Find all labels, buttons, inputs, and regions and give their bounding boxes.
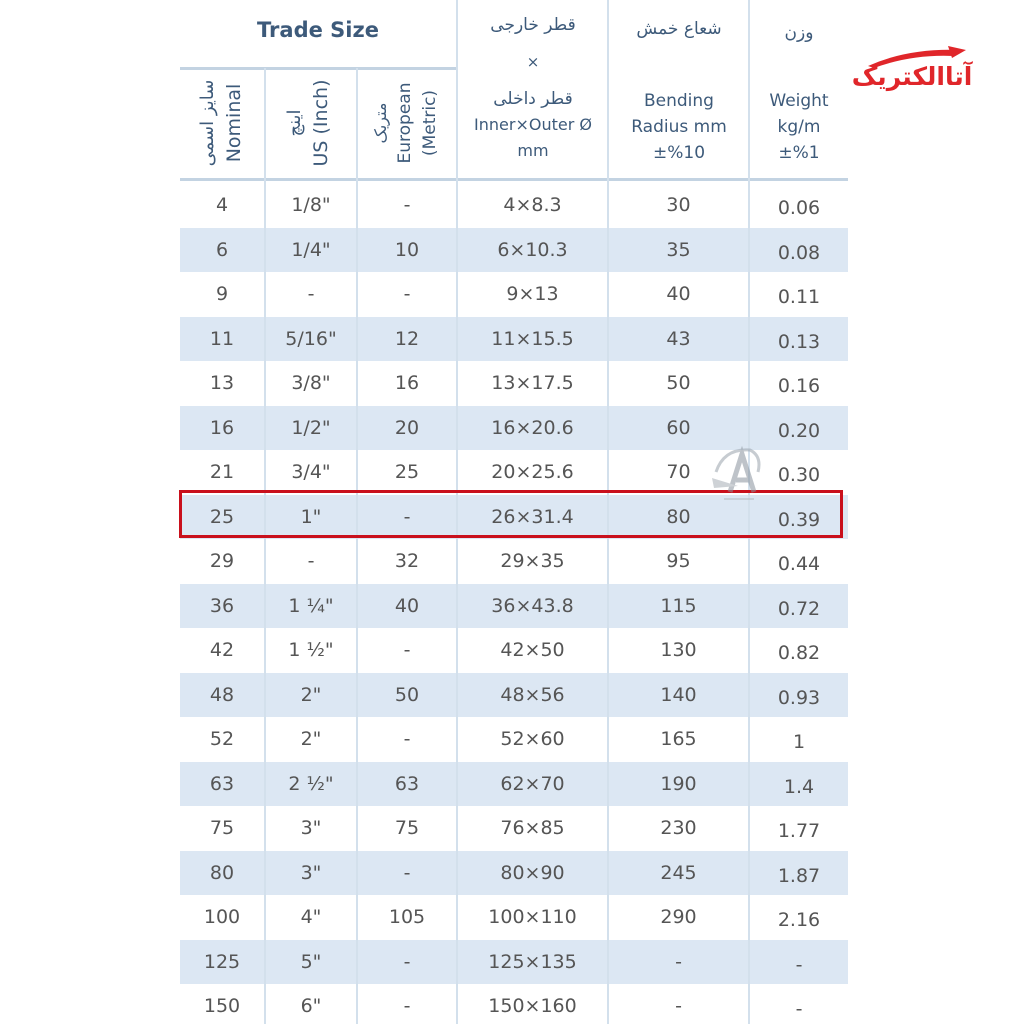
weight-cell: 2.16 xyxy=(777,909,821,931)
diameter-cell: 62×70 xyxy=(500,772,565,795)
european-cell: - xyxy=(403,639,411,661)
nominal-cell: 13 xyxy=(209,372,235,394)
diameter-header-en2: mm xyxy=(517,141,549,160)
us-inch-cell: 2 ½" xyxy=(288,772,334,795)
bending-cell: 50 xyxy=(666,372,691,394)
european-cell: - xyxy=(403,283,411,305)
european-cell: 40 xyxy=(394,594,420,617)
us-inch-cell: 1/8" xyxy=(291,194,331,216)
weight-header xyxy=(750,18,848,166)
weight-cell: - xyxy=(795,953,803,976)
logo-text: آتاالکتریک xyxy=(851,62,973,91)
european-cell: - xyxy=(403,505,411,528)
us-inch-cell: 2" xyxy=(300,728,322,750)
diameter-cell: 6×10.3 xyxy=(497,238,568,261)
nominal-cell: 100 xyxy=(203,906,241,928)
bending-cell: 230 xyxy=(660,817,697,839)
diameter-cell: 20×25.6 xyxy=(491,461,574,483)
nominal-cell: 11 xyxy=(209,327,235,350)
weight-header-en1: Weight xyxy=(769,91,829,111)
us-inch-cell: 1" xyxy=(300,505,322,528)
weight-cell: 1 xyxy=(792,731,806,753)
nominal-cell: 16 xyxy=(209,416,235,439)
bending-cell: 115 xyxy=(660,594,697,617)
us-inch-cell: 2" xyxy=(300,683,322,706)
weight-cell: 0.16 xyxy=(777,375,821,397)
weight-cell: 1.4 xyxy=(783,775,815,798)
bending-header-en3: ±%10 xyxy=(652,143,706,163)
european-header-en2: (Metric) xyxy=(420,89,440,157)
diameter-header-fa2: قطر داخلی xyxy=(493,89,573,109)
european-cell: 10 xyxy=(394,238,420,261)
diameter-cell: 36×43.8 xyxy=(491,594,574,617)
diameter-cell: 76×85 xyxy=(500,817,565,839)
nominal-cell: 25 xyxy=(209,505,235,528)
nominal-cell: 48 xyxy=(209,683,235,706)
weight-cell: 0.20 xyxy=(777,419,821,442)
european-cell: 25 xyxy=(394,461,420,483)
weight-cell: 0.39 xyxy=(777,508,821,531)
european-cell: 20 xyxy=(394,416,420,439)
weight-cell: 0.93 xyxy=(777,686,821,709)
weight-cell: 0.44 xyxy=(777,553,821,575)
diameter-cell: 150×160 xyxy=(488,995,577,1017)
european-cell: 12 xyxy=(394,327,420,350)
us-inch-cell: 5" xyxy=(300,950,322,973)
bending-header-en2: Radius mm xyxy=(631,117,727,137)
us-inch-cell: 1 ½" xyxy=(288,639,334,661)
us-inch-cell: 1/2" xyxy=(291,416,331,439)
diameter-cell: 42×50 xyxy=(500,639,565,661)
bending-cell: 140 xyxy=(660,683,697,706)
us-inch-cell: 3/4" xyxy=(291,461,331,483)
bending-cell: - xyxy=(675,995,682,1017)
bending-cell: 60 xyxy=(666,416,691,439)
us-inch-cell: 4" xyxy=(300,906,322,928)
diameter-cell: 26×31.4 xyxy=(491,505,574,528)
weight-cell: 0.06 xyxy=(777,197,821,219)
bending-header-en1: Bending xyxy=(644,91,714,111)
bending-cell: 290 xyxy=(660,906,697,928)
diameter-cell: 100×110 xyxy=(488,906,577,928)
diameter-cell: 52×60 xyxy=(500,728,565,750)
weight-cell: 1.87 xyxy=(777,864,821,887)
us-inch-cell: 3" xyxy=(300,861,322,884)
diameter-cell: 125×135 xyxy=(488,950,577,973)
bending-cell: 165 xyxy=(660,728,697,750)
col-divider-2 xyxy=(356,68,358,1024)
weight-cell: 0.08 xyxy=(777,241,821,264)
us-inch-header-fa: اینچ xyxy=(284,109,305,137)
nominal-header-en: Nominal xyxy=(223,83,245,163)
col-divider-1 xyxy=(264,68,266,1024)
us-inch-header-en: US (Inch) xyxy=(310,79,332,167)
us-inch-cell: 1/4" xyxy=(291,238,331,261)
bending-cell: 30 xyxy=(666,194,691,216)
european-cell: - xyxy=(403,861,411,884)
bending-cell: 70 xyxy=(666,461,691,483)
weight-header-fa: وزن xyxy=(784,23,814,43)
european-header-fa: متریک xyxy=(371,102,390,144)
trade-size-divider xyxy=(180,67,456,70)
us-inch-cell: 3/8" xyxy=(291,372,331,394)
weight-cell: 0.82 xyxy=(777,642,821,664)
bending-header xyxy=(609,14,749,166)
european-cell: - xyxy=(403,995,411,1017)
diameter-cell: 16×20.6 xyxy=(491,416,574,439)
european-cell: 75 xyxy=(394,817,420,839)
weight-header-en2: kg/m xyxy=(777,117,821,137)
nominal-cell: 75 xyxy=(209,817,235,839)
european-header-en1: European xyxy=(395,82,415,164)
diameter-header-fa1: قطر خارجی xyxy=(490,15,576,35)
weight-cell: - xyxy=(795,998,803,1020)
us-inch-cell: 1 ¼" xyxy=(288,594,334,617)
diameter-header xyxy=(458,12,608,164)
nominal-cell: 21 xyxy=(209,461,235,483)
diameter-cell: 80×90 xyxy=(500,861,565,884)
us-inch-cell: 5/16" xyxy=(285,327,337,350)
us-inch-cell: - xyxy=(307,283,315,305)
diameter-header-en1: Inner×Outer Ø xyxy=(474,115,592,134)
bending-cell: 190 xyxy=(660,772,697,795)
european-cell: 32 xyxy=(394,550,420,572)
european-cell: 105 xyxy=(388,906,426,928)
diameter-cell: 48×56 xyxy=(500,683,565,706)
bending-cell: - xyxy=(675,950,682,973)
nominal-cell: 80 xyxy=(209,861,235,884)
bending-cell: 40 xyxy=(666,283,691,305)
bending-cell: 43 xyxy=(666,327,691,350)
bending-cell: 245 xyxy=(660,861,697,884)
ata-electric-logo xyxy=(848,44,978,100)
european-cell: - xyxy=(403,728,411,750)
nominal-cell: 29 xyxy=(209,550,235,572)
bending-cell: 95 xyxy=(666,550,691,572)
bending-cell: 35 xyxy=(666,238,691,261)
us-inch-cell: - xyxy=(307,550,315,572)
european-cell: - xyxy=(403,950,411,973)
bending-cell: 130 xyxy=(660,639,697,661)
nominal-cell: 6 xyxy=(215,238,229,261)
nominal-header-fa: سایز اسمی xyxy=(197,79,218,167)
european-cell: 16 xyxy=(394,372,420,394)
nominal-cell: 125 xyxy=(203,950,241,973)
weight-cell: 0.11 xyxy=(777,286,821,308)
weight-cell: 0.30 xyxy=(777,464,821,486)
us-inch-cell: 6" xyxy=(300,995,322,1017)
watermark-a-icon xyxy=(708,442,764,506)
european-cell: - xyxy=(403,194,411,216)
weight-cell: 0.13 xyxy=(777,330,821,353)
trade-size-header: Trade Size xyxy=(257,18,379,42)
bending-cell: 80 xyxy=(666,505,691,528)
nominal-cell: 52 xyxy=(209,728,235,750)
nominal-cell: 36 xyxy=(209,594,235,617)
diameter-cell: 4×8.3 xyxy=(503,194,562,216)
diameter-cell: 29×35 xyxy=(500,550,565,572)
us-inch-cell: 3" xyxy=(300,817,322,839)
nominal-cell: 4 xyxy=(215,194,229,216)
diameter-cell: 9×13 xyxy=(506,283,559,305)
nominal-cell: 63 xyxy=(209,772,235,795)
diameter-cell: 13×17.5 xyxy=(491,372,574,394)
diameter-header-x: × xyxy=(526,53,540,71)
nominal-cell: 42 xyxy=(209,639,235,661)
weight-cell: 0.72 xyxy=(777,597,821,620)
weight-cell: 1.77 xyxy=(777,820,821,842)
diameter-cell: 11×15.5 xyxy=(491,327,574,350)
european-cell: 50 xyxy=(394,683,420,706)
bending-header-fa: شعاع خمش xyxy=(636,19,722,39)
nominal-cell: 9 xyxy=(215,283,229,305)
weight-header-en3: ±%1 xyxy=(778,143,820,163)
nominal-cell: 150 xyxy=(203,995,241,1017)
european-cell: 63 xyxy=(394,772,420,795)
